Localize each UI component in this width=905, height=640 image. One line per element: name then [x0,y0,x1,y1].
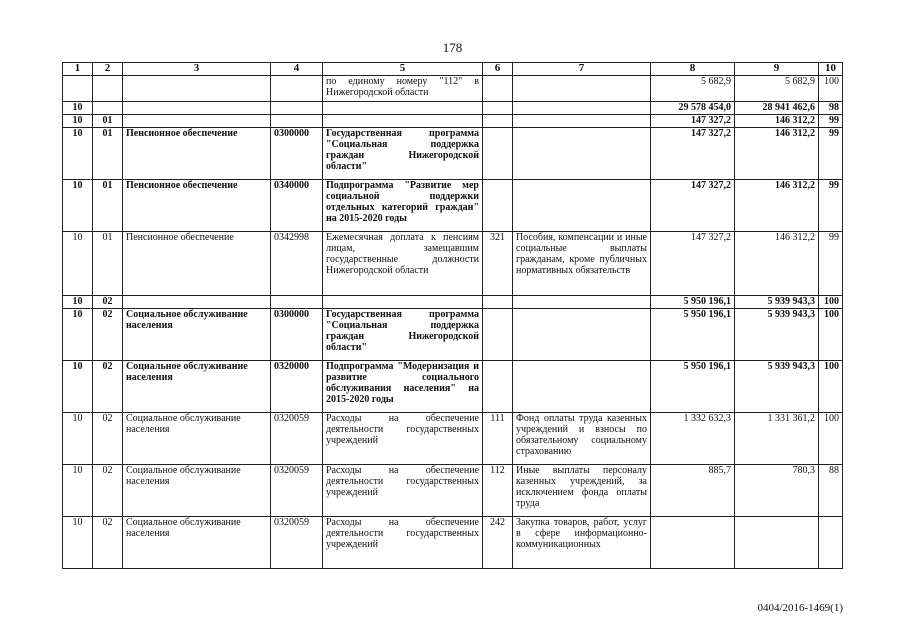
table-body [63,76,843,569]
cell-section-code: 10 [63,309,93,361]
cell-section-code: 10 [63,102,93,115]
cell-percent-executed: 99 [819,180,843,232]
cell-subsection-code: 02 [93,361,123,413]
cell-target-article-code: 0340000 [271,180,323,232]
cell-section-code: 10 [63,517,93,569]
cell-amount-planned: 5 950 196,1 [651,309,735,361]
cell-expense-type-name [513,361,651,413]
cell-amount-executed: 28 941 462,6 [735,102,819,115]
cell-target-article-name: Расходы на обеспечение деятельности государственных учреждений [323,517,483,569]
table-row [63,465,843,517]
cell-amount-executed: 5 939 943,3 [735,361,819,413]
cell-amount-executed: 146 312,2 [735,232,819,296]
column-header-9: 9 [735,63,819,76]
cell-target-article-name [323,115,483,128]
cell-expense-type-name [513,115,651,128]
cell-subsection-code: 02 [93,517,123,569]
cell-percent-executed: 100 [819,309,843,361]
cell-subsection-name: Пенсионное обеспечение [123,232,271,296]
column-header-1: 1 [63,63,93,76]
table-row [63,180,843,232]
budget-table [62,62,843,569]
cell-amount-planned: 147 327,2 [651,115,735,128]
cell-subsection-code [93,76,123,102]
cell-section-code: 10 [63,361,93,413]
cell-amount-executed: 146 312,2 [735,128,819,180]
cell-expense-type-code [483,128,513,180]
cell-percent-executed: 99 [819,232,843,296]
cell-subsection-code: 02 [93,465,123,517]
cell-amount-executed: 5 939 943,3 [735,296,819,309]
cell-section-code: 10 [63,413,93,465]
cell-target-article-code: 0320059 [271,517,323,569]
cell-target-article-code: 0320059 [271,413,323,465]
cell-subsection-name: Пенсионное обеспечение [123,180,271,232]
cell-subsection-name: Пенсионное обеспечение [123,128,271,180]
cell-amount-executed: 5 939 943,3 [735,309,819,361]
cell-expense-type-name [513,76,651,102]
cell-amount-planned [651,517,735,569]
cell-subsection-code: 01 [93,232,123,296]
cell-subsection-name [123,102,271,115]
table-row [63,102,843,115]
cell-target-article-code: 0300000 [271,309,323,361]
cell-subsection-code: 02 [93,413,123,465]
cell-section-code: 10 [63,232,93,296]
cell-amount-executed: 5 682,9 [735,76,819,102]
table-header-row [63,63,843,76]
cell-target-article-code [271,115,323,128]
cell-target-article-name: Подпрограмма "Развитие мер социальной поддержки отдельных категорий граждан" на 2015-2020 годы [323,180,483,232]
cell-amount-planned: 5 950 196,1 [651,296,735,309]
cell-subsection-code: 01 [93,115,123,128]
cell-expense-type-code: 242 [483,517,513,569]
cell-subsection-code [93,102,123,115]
cell-percent-executed: 100 [819,413,843,465]
cell-subsection-name [123,76,271,102]
cell-expense-type-name [513,296,651,309]
cell-target-article-name: Ежемесячная доплата к пенсиям лицам, замещавшим государственные должности Нижегородской области [323,232,483,296]
cell-section-code: 10 [63,465,93,517]
cell-subsection-code: 02 [93,309,123,361]
cell-amount-planned: 29 578 454,0 [651,102,735,115]
column-header-4: 4 [271,63,323,76]
cell-amount-executed [735,517,819,569]
cell-subsection-code: 02 [93,296,123,309]
cell-subsection-code: 01 [93,128,123,180]
table-row [63,296,843,309]
cell-percent-executed: 88 [819,465,843,517]
cell-expense-type-code [483,102,513,115]
cell-expense-type-name [513,180,651,232]
document-code: 0404/2016-1469(1) [757,602,843,614]
cell-subsection-name [123,115,271,128]
cell-target-article-code [271,296,323,309]
cell-target-article-code: 0342998 [271,232,323,296]
cell-amount-executed: 146 312,2 [735,180,819,232]
cell-expense-type-name [513,309,651,361]
cell-target-article-name: Расходы на обеспечение деятельности государственных учреждений [323,413,483,465]
cell-target-article-code [271,76,323,102]
cell-section-code: 10 [63,115,93,128]
table-row [63,309,843,361]
cell-expense-type-code [483,180,513,232]
cell-expense-type-name: Закупка товаров, работ, услуг в сфере информационно-коммуникационных [513,517,651,569]
cell-section-code: 10 [63,296,93,309]
cell-expense-type-code: 112 [483,465,513,517]
cell-amount-planned: 885,7 [651,465,735,517]
table-row [63,115,843,128]
cell-expense-type-code: 111 [483,413,513,465]
cell-target-article-code: 0300000 [271,128,323,180]
table-row [63,413,843,465]
column-header-10: 10 [819,63,843,76]
cell-target-article-name: Государственная программа "Социальная поддержка граждан Нижегородской области" [323,128,483,180]
cell-amount-planned: 1 332 632,3 [651,413,735,465]
cell-amount-executed: 1 331 361,2 [735,413,819,465]
cell-percent-executed: 99 [819,128,843,180]
cell-target-article-code: 0320059 [271,465,323,517]
cell-target-article-name: Подпрограмма "Модернизация и развитие социального обслуживания населения" на 2015-2020 годы [323,361,483,413]
column-header-3: 3 [123,63,271,76]
cell-amount-executed: 146 312,2 [735,115,819,128]
cell-subsection-name: Социальное обслуживание населения [123,517,271,569]
cell-target-article-name [323,296,483,309]
cell-target-article-name: Расходы на обеспечение деятельности государственных учреждений [323,465,483,517]
cell-subsection-name: Социальное обслуживание населения [123,309,271,361]
cell-percent-executed: 99 [819,115,843,128]
cell-section-code: 10 [63,128,93,180]
cell-subsection-name: Социальное обслуживание населения [123,413,271,465]
cell-expense-type-name: Пособия, компенсации и иные социальные выплаты гражданам, кроме публичных нормативных обязательств [513,232,651,296]
cell-expense-type-code [483,296,513,309]
cell-expense-type-code [483,361,513,413]
column-header-8: 8 [651,63,735,76]
table-row [63,76,843,102]
cell-section-code [63,76,93,102]
cell-amount-planned: 5 950 196,1 [651,361,735,413]
table-row [63,232,843,296]
cell-expense-type-name [513,128,651,180]
cell-amount-planned: 147 327,2 [651,180,735,232]
column-header-2: 2 [93,63,123,76]
cell-expense-type-code [483,115,513,128]
cell-section-code: 10 [63,180,93,232]
cell-target-article-name: по единому номеру "112" в Нижегородской области [323,76,483,102]
cell-percent-executed: 98 [819,102,843,115]
table-row [63,128,843,180]
cell-amount-planned: 147 327,2 [651,232,735,296]
column-header-6: 6 [483,63,513,76]
cell-percent-executed: 100 [819,296,843,309]
cell-amount-planned: 147 327,2 [651,128,735,180]
cell-amount-planned: 5 682,9 [651,76,735,102]
cell-expense-type-code [483,309,513,361]
cell-expense-type-name: Иные выплаты персоналу казенных учреждений, за исключением фонда оплаты труда [513,465,651,517]
cell-target-article-code: 0320000 [271,361,323,413]
cell-expense-type-code [483,76,513,102]
page-number: 178 [442,40,463,55]
cell-subsection-name: Социальное обслуживание населения [123,361,271,413]
cell-percent-executed [819,517,843,569]
cell-expense-type-code: 321 [483,232,513,296]
cell-target-article-name: Государственная программа "Социальная поддержка граждан Нижегородской области" [323,309,483,361]
cell-expense-type-name: Фонд оплаты труда казенных учреждений и взносы по обязательному социальному страхованию [513,413,651,465]
column-header-7: 7 [513,63,651,76]
cell-subsection-name [123,296,271,309]
cell-percent-executed: 100 [819,76,843,102]
cell-percent-executed: 100 [819,361,843,413]
cell-subsection-code: 01 [93,180,123,232]
column-header-5: 5 [323,63,483,76]
table-row [63,361,843,413]
cell-target-article-name [323,102,483,115]
cell-target-article-code [271,102,323,115]
cell-expense-type-name [513,102,651,115]
cell-amount-executed: 780,3 [735,465,819,517]
table-row [63,517,843,569]
cell-subsection-name: Социальное обслуживание населения [123,465,271,517]
